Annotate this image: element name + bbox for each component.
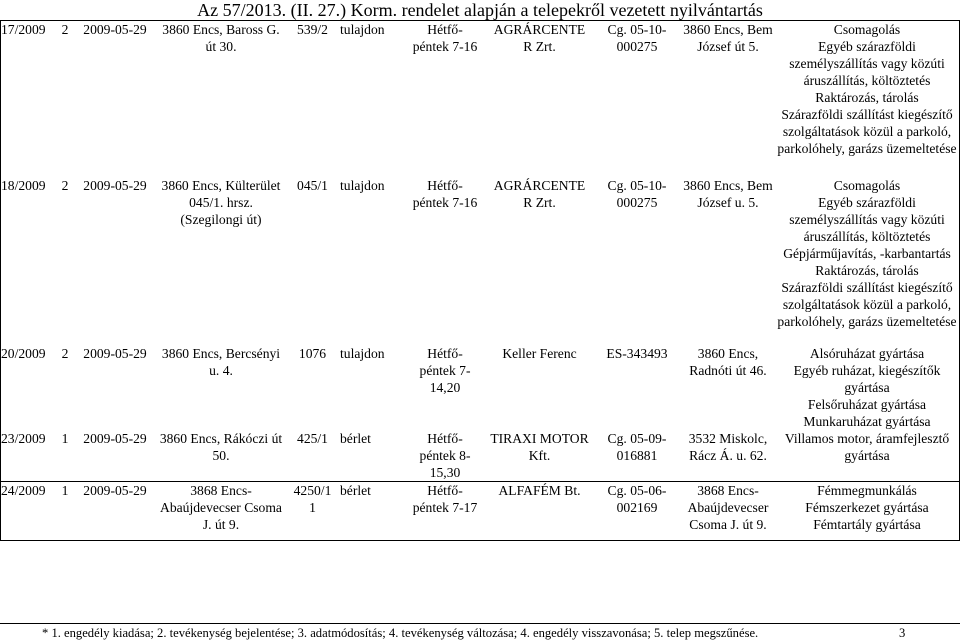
site-address: 3868 Encs-Abaújdevecser Csoma J. út 9.: [160, 483, 282, 532]
lot-number: 539/2: [297, 22, 328, 37]
table-row: [1, 430, 960, 481]
record-number: 17/2009: [1, 22, 46, 37]
operating-hours: Hétfő- péntek 7-17: [412, 483, 478, 515]
record-number: 24/2009: [1, 483, 46, 498]
record-status: 1: [61, 483, 69, 498]
record-status: 1: [61, 431, 69, 446]
operator-seat: 3868 Encs-Abaújdevecser Csoma J. út 9.: [687, 483, 769, 532]
activity-list: Csomagolás Egyéb szárazföldi személyszállítás vagy közúti áruszállítás, költöztetés Raktározás, tárolás Szárazföldi szállítást kiegészítő szolgáltatások közül a parkoló, parkolóhely, garázs üzemeltetése: [777, 22, 957, 156]
operator-seat: 3860 Encs, Radnóti út 46.: [689, 346, 767, 378]
table-row: [1, 21, 960, 177]
site-address: 3860 Encs, Rákóczi út 50.: [159, 431, 283, 463]
record-number: 18/2009: [1, 178, 46, 193]
record-date: 2009-05-29: [83, 178, 147, 193]
ownership: bérlet: [340, 483, 371, 498]
block-1-rows: [1, 21, 960, 481]
site-address: 3860 Encs, Külterület 045/1. hrsz. (Szegilongi út): [161, 178, 281, 227]
block-2-rows: [1, 482, 960, 533]
operating-hours: Hétfő- péntek 7-16: [412, 178, 478, 210]
table-block-1: [1, 21, 960, 482]
operator-name: TIRAXI MOTOR Kft.: [490, 431, 589, 463]
operator-seat: 3860 Encs, Bem József u. 5.: [683, 178, 773, 210]
record-number: 23/2009: [1, 431, 46, 446]
record-status: 2: [61, 178, 69, 193]
lot-number: 4250/1 1: [293, 483, 332, 515]
site-address: 3860 Encs, Baross G. út 30.: [162, 22, 280, 54]
footnote-text: * 1. engedély kiadása; 2. tevékenység bejelentése; 3. adatmódosítás; 4. tevékenység változása; 4. engedély visszavonása; 5. telep megszűnése.: [42, 626, 759, 640]
record-date: 2009-05-29: [83, 346, 147, 361]
activity-list: Fémmegmunkálás Fémszerkezet gyártása Fémtartály gyártása: [805, 483, 929, 532]
record-date: 2009-05-29: [83, 431, 147, 446]
site-address: 3860 Encs, Bercsényi u. 4.: [161, 346, 281, 378]
registration-number: Cg. 05-10- 000275: [607, 178, 667, 210]
operating-hours: Hétfő- péntek 7-16: [412, 22, 478, 54]
table-row: [1, 345, 960, 430]
record-number: 20/2009: [1, 346, 46, 361]
record-date: 2009-05-29: [83, 22, 147, 37]
ownership: tulajdon: [340, 346, 385, 361]
registration-number: Cg. 05-06- 002169: [607, 483, 667, 515]
operator-name: Keller Ferenc: [502, 346, 577, 361]
page-number: 3: [899, 626, 906, 640]
record-date: 2009-05-29: [83, 483, 147, 498]
operator-seat: 3532 Miskolc, Rácz Á. u. 62.: [688, 431, 768, 463]
operating-hours: Hétfő- péntek 7- 14,20: [419, 346, 471, 395]
record-status: 2: [61, 22, 69, 37]
registration-number: Cg. 05-09- 016881: [607, 431, 667, 463]
operator-seat: 3860 Encs, Bem József út 5.: [683, 22, 773, 54]
registration-number: Cg. 05-10- 000275: [607, 22, 667, 54]
table-row: [1, 482, 960, 533]
table-row: [1, 177, 960, 345]
footnote: [0, 623, 960, 643]
operator-name: AGRÁRCENTE R Zrt.: [493, 22, 586, 54]
table-block-2: [1, 482, 960, 541]
operator-name: AGRÁRCENTE R Zrt.: [493, 178, 586, 210]
activity-list: Villamos motor, áramfejlesztő gyártása: [784, 431, 950, 463]
ownership: tulajdon: [340, 22, 385, 37]
operating-hours: Hétfő- péntek 8- 15,30: [419, 431, 471, 480]
lot-number: 1076: [298, 346, 327, 361]
lot-number: 045/1: [297, 178, 328, 193]
lot-number: 425/1: [297, 431, 328, 446]
activity-list: Csomagolás Egyéb szárazföldi személyszállítás vagy közúti áruszállítás, költöztetés Gépjárműjavítás, -karbantartás Raktározás, tárolás Szárazföldi szállítást kiegészítő szolgáltatások közül a parkoló, parkolóhely, garázs üzemeltetése: [777, 178, 957, 329]
document-title: Az 57/2013. (II. 27.) Korm. rendelet alapján a telepekről vezetett nyilvántartás: [197, 0, 763, 20]
ownership: tulajdon: [340, 178, 385, 193]
activity-list: Alsóruházat gyártása Egyéb ruházat, kiegészítők gyártása Felsőruházat gyártása Munkaruházat gyártása: [793, 346, 941, 429]
record-status: 2: [61, 346, 69, 361]
ownership: bérlet: [340, 431, 371, 446]
registry-table: [0, 20, 960, 541]
operator-name: ALFAFÉM Bt.: [498, 483, 581, 498]
registration-number: ES-343493: [606, 346, 668, 361]
